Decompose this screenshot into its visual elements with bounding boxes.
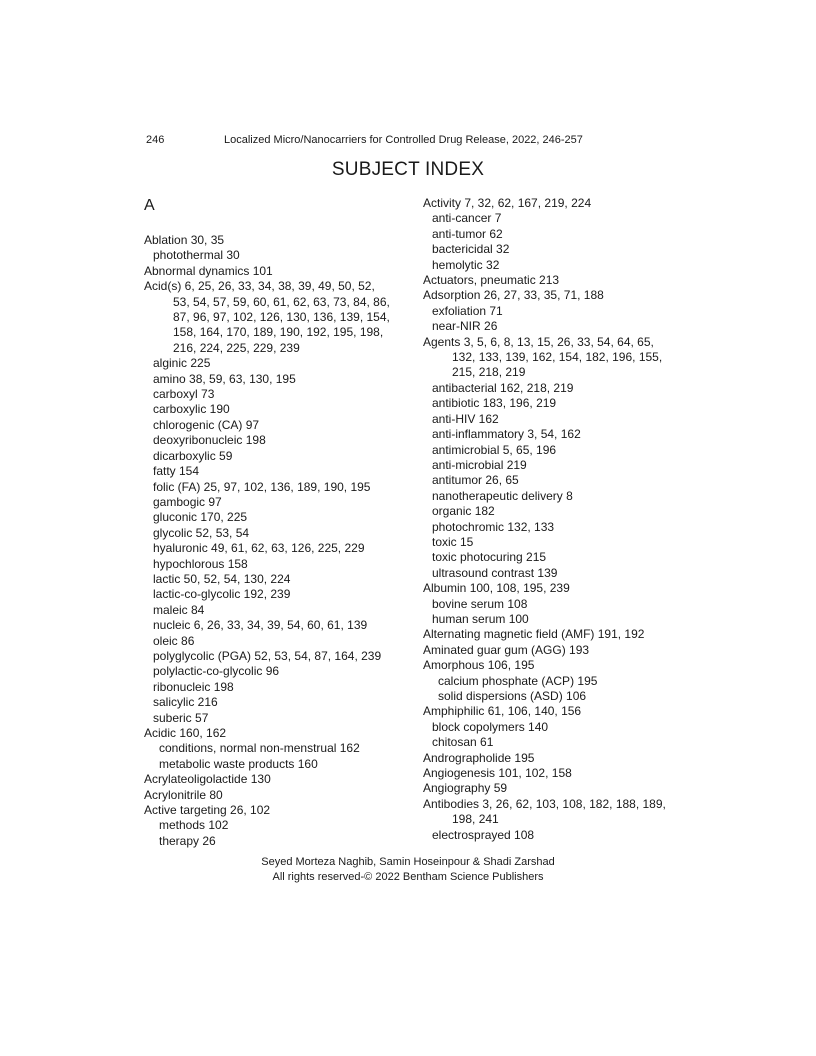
- index-subentry: salicylic 216: [153, 695, 218, 710]
- index-subentry: oleic 86: [153, 633, 195, 648]
- index-subentry: block copolymers 140: [432, 719, 549, 734]
- index-subentry: antimicrobial 5, 65, 196: [432, 442, 557, 457]
- index-subentry: exfoliation 71: [432, 303, 503, 318]
- index-column-right: [423, 196, 693, 843]
- index-subentry: photochromic 132, 133: [432, 519, 555, 534]
- index-subentry: nucleic 6, 26, 33, 34, 39, 54, 60, 61, 139: [153, 618, 368, 633]
- index-subentry: fatty 154: [153, 464, 200, 479]
- index-subentry: anti-microbial 219: [432, 457, 527, 472]
- index-subentry: therapy 26: [159, 833, 216, 848]
- index-entry: Alternating magnetic field (AMF) 191, 192: [423, 627, 645, 642]
- index-subentry: anti-cancer 7: [432, 211, 502, 226]
- index-subentry: carboxylic 190: [153, 402, 230, 417]
- index-subentry: folic (FA) 25, 97, 102, 136, 189, 190, 195: [153, 479, 371, 494]
- index-subentry: anti-tumor 62: [432, 226, 503, 241]
- index-entry: Antibodies 3, 26, 62, 103, 108, 182, 188, 189, 198, 241: [423, 796, 666, 827]
- index-subentry: human serum 100: [432, 611, 529, 626]
- index-subentry: gluconic 170, 225: [153, 510, 248, 525]
- index-subentry: hyaluronic 49, 61, 62, 63, 126, 225, 229: [153, 541, 365, 556]
- index-entry: Aminated guar gum (AGG) 193: [423, 642, 590, 657]
- index-entry: Actuators, pneumatic 213: [423, 273, 560, 288]
- index-subentry: hypochlorous 158: [153, 556, 248, 571]
- index-entry: Activity 7, 32, 62, 167, 219, 224: [423, 196, 592, 210]
- index-subentry: toxic photocuring 215: [432, 550, 547, 565]
- index-entry: Ablation 30, 35: [144, 233, 225, 247]
- index-entry: Angiography 59: [423, 781, 508, 796]
- index-subentry: antitumor 26, 65: [432, 473, 519, 488]
- index-entry: Active targeting 26, 102: [144, 803, 271, 818]
- index-subentry: antibacterial 162, 218, 219: [432, 380, 574, 395]
- index-entry: Acid(s) 6, 25, 26, 33, 34, 38, 39, 49, 50, 52, 53, 54, 57, 59, 60, 61, 62, 63, 73, 84, 86, 87, 96, 97, 102, 126, 130, 136, 139, 154, 158, 164, 170, 189, 190, 192, 195, 198, 216, 224, 225, 229, 239: [144, 279, 390, 355]
- index-subentry: photothermal 30: [153, 248, 240, 263]
- section-letter: A: [144, 197, 155, 214]
- index-subentry: polylactic-co-glycolic 96: [153, 664, 280, 679]
- index-entry: Abnormal dynamics 101: [144, 263, 273, 278]
- index-subentry: lactic-co-glycolic 192, 239: [153, 587, 291, 602]
- index-entry: Acrylateoligolactide 130: [144, 772, 271, 787]
- index-subentry: electrosprayed 108: [432, 827, 535, 842]
- index-entry: Albumin 100, 108, 195, 239: [423, 581, 570, 596]
- index-subentry: anti-HIV 162: [432, 411, 499, 426]
- index-subentry: glycolic 52, 53, 54: [153, 525, 250, 540]
- page-footer: [0, 855, 816, 885]
- journal-citation: Localized Micro/Nanocarriers for Controlled Drug Release, 2022, 246-257: [224, 134, 583, 146]
- index-subentry: antibiotic 183, 196, 219: [432, 396, 557, 411]
- index-subentry: gambogic 97: [153, 494, 222, 509]
- index-entry: Amphiphilic 61, 106, 140, 156: [423, 704, 582, 719]
- index-subentry: ribonucleic 198: [153, 679, 234, 694]
- index-subentry: ultrasound contrast 139: [432, 565, 558, 580]
- index-subentry: deoxyribonucleic 198: [153, 433, 266, 448]
- index-entry: Amorphous 106, 195: [423, 658, 535, 673]
- index-subentry: nanotherapeutic delivery 8: [432, 488, 573, 503]
- index-entry: Acrylonitrile 80: [144, 787, 223, 802]
- index-subentry: suberic 57: [153, 710, 209, 725]
- index-subentry: toxic 15: [432, 534, 474, 549]
- index-entry: Acidic 160, 162: [144, 726, 227, 740]
- index-subentry: methods 102: [159, 818, 229, 833]
- index-entry: Adsorption 26, 27, 33, 35, 71, 188: [423, 288, 604, 303]
- index-subentry: maleic 84: [153, 602, 205, 617]
- page-number: 246: [146, 134, 165, 146]
- index-column-left: [144, 233, 414, 849]
- page-title: SUBJECT INDEX: [331, 159, 485, 180]
- index-subentry: conditions, normal non-menstrual 162: [159, 741, 360, 756]
- index-subentry: organic 182: [432, 504, 495, 519]
- index-entry: Andrographolide 195: [423, 750, 535, 765]
- index-subentry: amino 38, 59, 63, 130, 195: [153, 371, 296, 386]
- index-entry: Agents 3, 5, 6, 8, 13, 15, 26, 33, 54, 64, 65, 132, 133, 139, 162, 154, 182, 196, 155, 215, 218, 219: [423, 334, 663, 380]
- index-subentry: lactic 50, 52, 54, 130, 224: [153, 571, 291, 586]
- index-subentry: anti-inflammatory 3, 54, 162: [432, 427, 581, 442]
- footer-copyright: All rights reserved-© 2022 Bentham Science Publishers: [272, 871, 544, 883]
- index-subentry: hemolytic 32: [432, 257, 500, 272]
- index-subentry: calcium phosphate (ACP) 195: [438, 673, 598, 688]
- index-entry: Angiogenesis 101, 102, 158: [423, 766, 572, 781]
- index-subentry: chlorogenic (CA) 97: [153, 417, 260, 432]
- index-subentry: polyglycolic (PGA) 52, 53, 54, 87, 164, 239: [153, 648, 382, 663]
- index-subentry: carboxyl 73: [153, 387, 215, 402]
- index-subentry: metabolic waste products 160: [159, 756, 318, 771]
- footer-authors: Seyed Morteza Naghib, Samin Hoseinpour & Shadi Zarshad: [261, 856, 555, 868]
- index-subentry: near-NIR 26: [432, 319, 498, 334]
- index-subentry: chitosan 61: [432, 735, 494, 750]
- index-subentry: dicarboxylic 59: [153, 448, 233, 463]
- index-subentry: alginic 225: [153, 356, 211, 371]
- index-subentry: solid dispersions (ASD) 106: [438, 689, 587, 703]
- index-subentry: bactericidal 32: [432, 242, 510, 257]
- index-subentry: bovine serum 108: [432, 596, 528, 611]
